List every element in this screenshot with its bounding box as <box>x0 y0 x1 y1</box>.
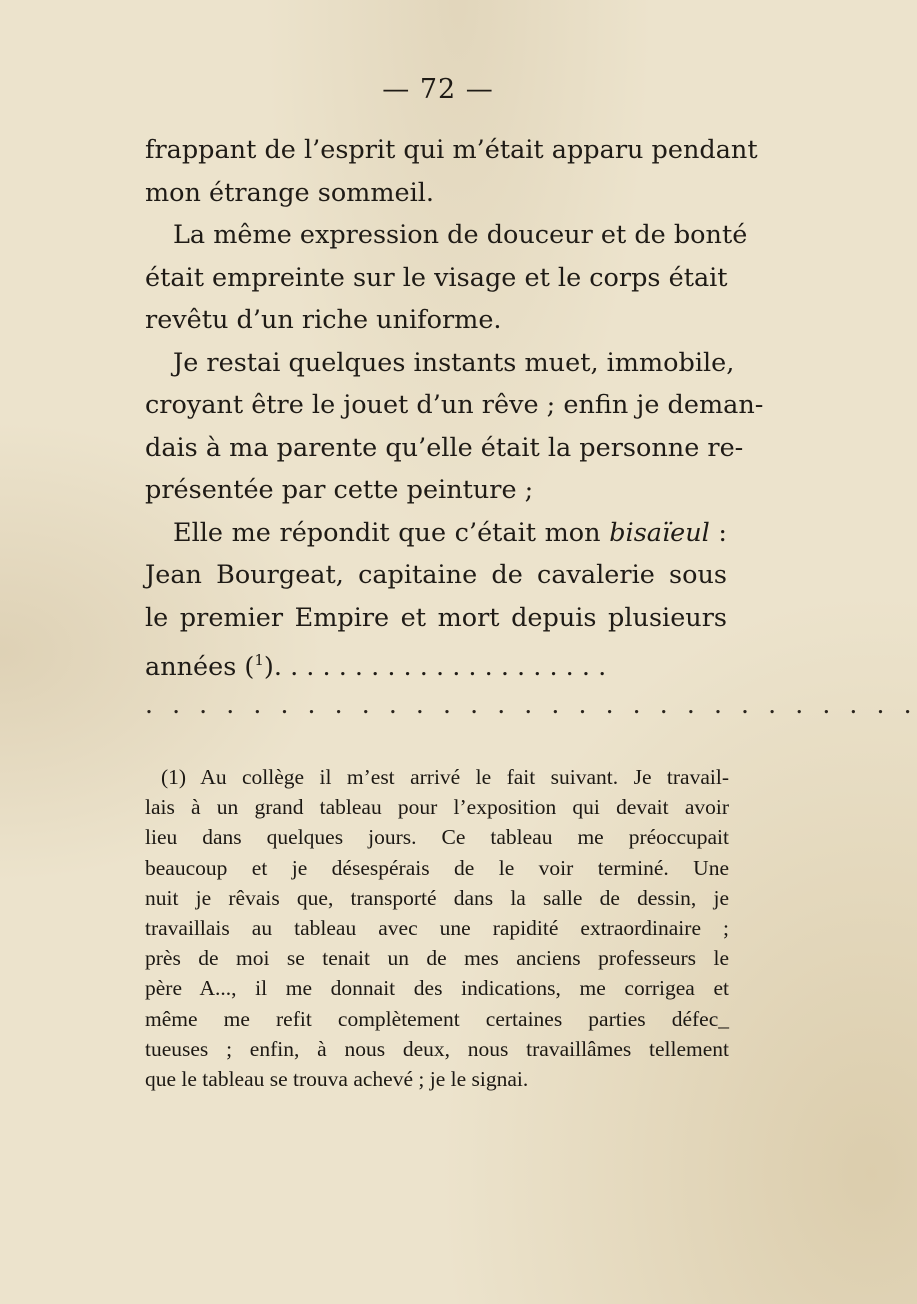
text-line: frappant de l’esprit qui m’était apparu pendant <box>145 135 758 165</box>
text-line: revêtu d’un riche uniforme. <box>145 305 502 335</box>
text-line: mon étrange sommeil. <box>145 177 435 208</box>
footnote-line: lais à un grand tableau pour l’exposition qui devait avoir <box>145 795 729 820</box>
text-line: était empreinte sur le visage et le corps était <box>145 262 728 293</box>
footnote-line: lieu dans quelques jours. Ce tableau me préoccupait <box>145 825 729 850</box>
footnote-line: beaucoup et je désespérais de le voir terminé. Une <box>145 855 729 880</box>
footnote-line: (1) Au collège il m’est arrivé le fait suivant. Je travail- <box>161 765 729 789</box>
main-text <box>145 129 764 689</box>
footnote-line: tueuses ; enfin, à nous deux, nous travaillâmes tellement <box>145 1036 729 1061</box>
text-segment: années ( <box>145 652 255 682</box>
page-number: — 72 — <box>382 74 494 105</box>
text-segment: Elle me répondit que c’était mon <box>173 517 601 548</box>
text-line: croyant être le jouet d’un rêve ; enfin je deman- <box>145 390 764 420</box>
text-line <box>145 639 727 689</box>
italic-word: bisaïeul <box>609 517 710 548</box>
footnote-line: nuit je rêvais que, transporté dans la salle de dessin, je <box>145 885 729 910</box>
footnote-marker: 1 <box>254 651 264 669</box>
text-line: présentée par cette peinture ; <box>145 475 534 505</box>
text-segment: ). . . . . . . . . . . . . . . . . . . . . <box>263 652 607 682</box>
text-line: dais à ma parente qu’elle était la personne re- <box>145 432 744 463</box>
footnote-line: père A..., il me donnait des indications, me corrigea et <box>145 976 729 1001</box>
ellipsis-dots-row: . . . . . . . . . . . . . . . . . . . . . . . . . . . . . <box>145 690 917 719</box>
footnote-line: que le tableau se trouva achevé ; je le signai. <box>145 1067 529 1092</box>
footnote-line: près de moi se tenait un de mes anciens professeurs le <box>145 946 729 971</box>
text-line: Je restai quelques instants muet, immobile, <box>173 347 735 378</box>
text-line: Jean Bourgeat, capitaine de cavalerie sous <box>145 560 727 590</box>
text-line: La même expression de douceur et de bonté <box>173 220 748 250</box>
footnote-line: travaillais au tableau avec une rapidité extraordinaire ; <box>145 916 729 941</box>
footnote <box>145 762 729 1094</box>
text-line <box>145 512 727 555</box>
footnote-line: même me refit complètement certaines parties défec_ <box>145 1006 729 1031</box>
text-line: le premier Empire et mort depuis plusieurs <box>145 602 727 633</box>
text-segment: : <box>709 517 728 548</box>
